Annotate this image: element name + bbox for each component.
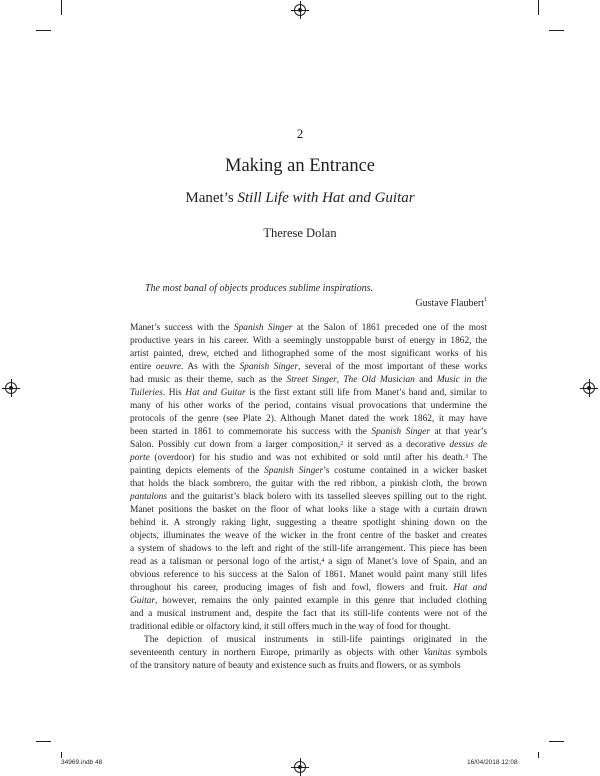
- text-run: been started in 1861 to commemorate his success with the: [130, 427, 372, 437]
- text-run: The: [468, 453, 488, 463]
- text-run: objects, illuminates the weave of the wicker in the front centre of the basket and creates: [130, 531, 487, 541]
- body-line: [130, 348, 487, 361]
- text-run: ,: [336, 375, 344, 385]
- subtitle-prefix: Manet’s: [185, 190, 238, 206]
- footnote-ref: 1: [484, 297, 487, 303]
- text-run: read as a talisman or personal logo of the artist,: [130, 557, 322, 567]
- text-run: Salon. Possibly cut down from a larger composition,: [130, 440, 341, 450]
- text-run: , however, remains the only painted example in this genre that included clothing: [155, 596, 487, 606]
- text-run: symbols: [451, 648, 487, 658]
- text-run: Tuileries: [130, 388, 163, 398]
- text-run: it served as a decorative: [343, 440, 450, 450]
- body-line: [130, 387, 487, 400]
- body-line: [130, 517, 487, 530]
- body-line: [130, 556, 487, 569]
- text-run: Spanish Singer: [264, 466, 324, 476]
- body-line: [130, 543, 487, 556]
- footnote-ref: 3: [465, 454, 469, 460]
- text-run: Music in the: [436, 375, 487, 385]
- text-run: Manet’s success with the: [130, 323, 234, 333]
- body-line: [130, 400, 487, 413]
- epigraph-source: [415, 298, 487, 309]
- body-line: [130, 374, 487, 387]
- crop-mark: [549, 741, 564, 742]
- body-line: [130, 452, 487, 465]
- text-run: Vanitas: [423, 648, 451, 658]
- crop-mark: [61, 752, 62, 758]
- body-line: [130, 426, 487, 439]
- text-run: that holds the black sombrero, the guitar with the red ribbon, a pinkish cloth, the brown: [130, 479, 487, 489]
- text-run: porte: [130, 453, 150, 463]
- body-line: [130, 530, 487, 543]
- footer-file-slug: 34969.indb 48: [61, 759, 103, 766]
- body-line: [130, 582, 487, 595]
- text-run: Spanish Singer: [371, 427, 431, 437]
- text-run: a sign of Manet’s love of Spain, and an: [324, 557, 487, 567]
- crop-mark: [538, 752, 539, 758]
- text-run: many of his other works of the period, contains visual provocations that undermine the: [130, 401, 487, 411]
- body-line: [130, 647, 487, 660]
- text-run: painting depicts elements of the: [130, 466, 265, 476]
- crop-mark: [549, 30, 564, 31]
- body-line: [130, 569, 487, 582]
- author-name: Therese Dolan: [263, 226, 337, 240]
- text-run: Guitar: [130, 596, 156, 606]
- text-run: seventeenth century in northern Europe, primarily as objects with other: [130, 648, 424, 658]
- text-run: oeuvre: [155, 362, 182, 372]
- text-run: The depiction of musical instruments in still-life paintings originated in the: [144, 635, 487, 645]
- body-line: [130, 413, 487, 426]
- text-run: had music as their theme, such as the: [130, 375, 287, 385]
- text-run: and: [414, 375, 437, 385]
- text-run: and the guitarist’s black bolero with its tasselled sleeves spilling out to the right.: [166, 492, 487, 502]
- body-line: [130, 608, 487, 621]
- epigraph-author: Gustave Flaubert: [415, 298, 484, 309]
- text-run: obvious reference to his success at the Salon of 1861. Manet would paint many still lifes: [130, 570, 487, 580]
- text-run: ’s costume contained in a wicker basket: [323, 466, 487, 476]
- body-line: [130, 478, 487, 491]
- registration-mark-icon: [583, 382, 595, 394]
- text-run: protocols of the genre (see Plate 2). Although Manet dated the work 1862, it may have: [130, 414, 487, 424]
- crop-mark: [538, 0, 539, 15]
- subtitle-artwork-title: Still Life with Hat and Guitar: [237, 190, 415, 206]
- body-line: [130, 439, 487, 452]
- body-line: [130, 361, 487, 374]
- text-run: dessus de: [449, 440, 487, 450]
- text-run: The Old Musician: [343, 375, 415, 385]
- footnote-ref: 2: [340, 441, 344, 447]
- text-run: throughout his career, producing images of fish and fowl, flowers and fruit.: [130, 583, 454, 593]
- registration-mark-icon: [5, 382, 17, 394]
- text-run: of the transitory nature of beauty and existence such as fruits and flowers, or as symbols: [130, 661, 461, 671]
- body-line: [130, 621, 487, 634]
- chapter-subtitle: [0, 190, 600, 207]
- text-run: , several of the most important of these works: [298, 362, 488, 372]
- registration-mark-icon: [294, 4, 306, 16]
- text-run: Manet positions the basket on the floor of what looks like a stage with a curtain drawn: [130, 505, 487, 515]
- text-run: Hat and Guitar: [185, 388, 246, 398]
- body-line: [130, 465, 487, 478]
- registration-mark-icon: [294, 761, 306, 773]
- crop-mark: [61, 0, 62, 15]
- body-line: [130, 504, 487, 517]
- text-run: behind it. A strongly raking light, suggesting a theatre spotlight shining down on the: [130, 518, 487, 528]
- text-run: pantalons: [130, 492, 167, 502]
- body-text: [130, 322, 487, 673]
- text-run: . As with the: [181, 362, 240, 372]
- body-line: [130, 595, 487, 608]
- text-run: Spanish Singer: [239, 362, 299, 372]
- text-run: artist painted, drew, etched and lithographed some of the most significant works of his: [130, 349, 487, 359]
- body-line: [130, 335, 487, 348]
- text-run: Spanish Singer: [233, 323, 293, 333]
- text-run: entire: [130, 362, 156, 372]
- body-line: [130, 491, 487, 504]
- text-run: traditional edible or olfactory kind, it still offers much in the way of food for thought.: [130, 622, 451, 632]
- text-run: productive years in his career. With a seemingly unstoppable burst of energy in 1862, the: [130, 336, 487, 346]
- text-run: is the first extant still life from Manet’s hand and, similar to: [245, 388, 487, 398]
- crop-mark: [36, 30, 51, 31]
- chapter-number: 2: [296, 126, 304, 141]
- body-line: [130, 660, 487, 673]
- crop-mark: [36, 741, 51, 742]
- text-run: at the Salon of 1861 preceded one of the most: [292, 323, 487, 333]
- body-line: [130, 634, 487, 647]
- epigraph-quote: The most banal of objects produces sublime inspirations.: [145, 283, 373, 294]
- text-run: at that year’s: [430, 427, 487, 437]
- text-run: a system of shadows to the left and right of the still-life arrangement. This piece has been: [130, 544, 487, 554]
- text-run: and a musical instrument and, despite the fact that its still-life contents were not of the: [130, 609, 487, 619]
- text-run: (overdoor) for his studio and was not exhibited or sold until after his death.: [149, 453, 466, 463]
- footer-timestamp: 16/04/2018 12:08: [467, 759, 518, 766]
- footnote-ref: 4: [321, 558, 325, 564]
- text-run: Street Singer: [286, 375, 337, 385]
- text-run: Hat and: [453, 583, 487, 593]
- text-run: . His: [162, 388, 186, 398]
- body-line: [130, 322, 487, 335]
- chapter-title: Making an Entrance: [225, 156, 375, 176]
